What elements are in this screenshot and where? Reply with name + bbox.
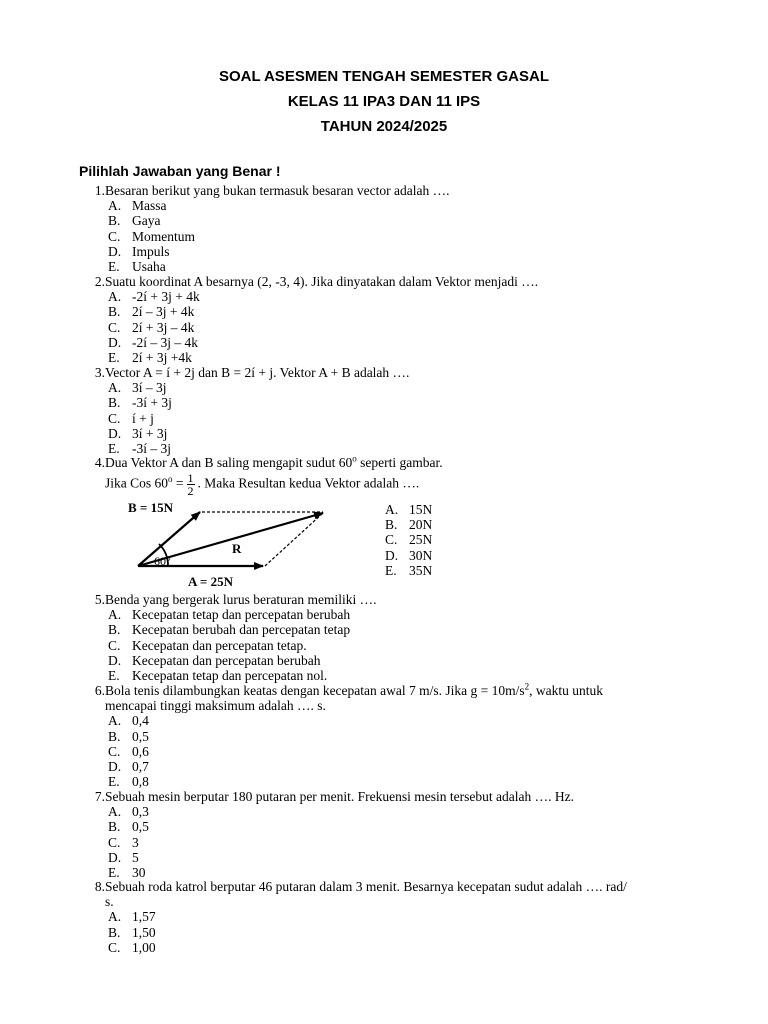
question-text: Dua Vektor A dan B saling mengapit sudut 60$^o$ seperti gambar. xyxy=(105,453,443,470)
option-letter: C. xyxy=(108,228,121,244)
option-letter: E. xyxy=(385,562,397,578)
answer-option xyxy=(108,380,719,395)
year-line: TAHUN 2024/2025 xyxy=(320,118,448,135)
question-4 xyxy=(79,455,719,497)
answer-option xyxy=(108,229,719,244)
option-text: Usaha xyxy=(132,259,166,275)
option-letter: C. xyxy=(108,319,121,335)
answer-option xyxy=(108,774,719,789)
answer-option xyxy=(108,713,719,728)
option-letter: D. xyxy=(108,425,122,441)
option-text: Gaya xyxy=(132,213,161,229)
answer-option xyxy=(108,638,719,653)
option-letter: D. xyxy=(108,243,122,259)
option-letter: D. xyxy=(108,334,122,350)
answer-option xyxy=(108,653,719,668)
answer-option xyxy=(108,320,719,335)
option-text: Impuls xyxy=(132,243,170,259)
question-number: 3. xyxy=(94,365,105,380)
exam-title: SOAL ASESMEN TENGAH SEMESTER GASAL xyxy=(218,68,550,85)
option-letter: A. xyxy=(108,289,122,305)
question-number: 8. xyxy=(94,879,105,894)
option-text: -3í + 3j xyxy=(132,395,172,411)
option-letter: A. xyxy=(385,502,399,517)
question-number: 6. xyxy=(94,683,105,698)
option-letter: C. xyxy=(108,637,121,653)
question-5 xyxy=(79,592,719,683)
option-text: Kecepatan dan percepatan berubah xyxy=(132,652,321,668)
option-letter: B. xyxy=(108,924,121,940)
answer-option xyxy=(108,865,719,880)
answer-option xyxy=(108,804,719,819)
answer-option xyxy=(385,548,432,563)
question-line-2: mencapai tinggi maksimum adalah …. s. xyxy=(105,698,326,714)
question-6 xyxy=(79,683,719,789)
answer-option xyxy=(108,729,719,744)
label-angle: 60° xyxy=(154,554,171,568)
question-4-options xyxy=(385,502,432,578)
option-text: 0,5 xyxy=(132,819,149,835)
answer-option xyxy=(108,622,719,637)
answer-option xyxy=(108,213,719,228)
option-letter: C. xyxy=(108,743,121,759)
option-letter: E. xyxy=(108,350,120,366)
option-letter: C. xyxy=(108,410,121,426)
question-text: Suatu koordinat A besarnya (2, -3, 4). Jika dinyatakan dalam Vektor menjadi …. xyxy=(105,274,539,289)
answer-option xyxy=(108,607,719,622)
answer-option xyxy=(385,502,432,517)
question-3 xyxy=(79,365,719,456)
option-letter: B. xyxy=(108,304,121,320)
answer-option xyxy=(108,395,719,410)
answer-option xyxy=(385,517,432,532)
option-letter: A. xyxy=(108,607,122,623)
option-text: 2í + 3j – 4k xyxy=(132,319,195,335)
answer-option xyxy=(385,563,432,578)
option-letter: A. xyxy=(108,804,122,820)
instruction: Pilihlah Jawaban yang Benar ! xyxy=(79,163,281,179)
option-text: Kecepatan tetap dan percepatan nol. xyxy=(132,668,328,684)
option-text: 35N xyxy=(409,562,433,578)
answer-option xyxy=(108,940,719,955)
option-text: 0,4 xyxy=(132,713,149,729)
option-letter: A. xyxy=(108,380,122,396)
option-text: 2í – 3j + 4k xyxy=(132,304,195,320)
option-text: 15N xyxy=(409,502,433,517)
option-text: -2í + 3j + 4k xyxy=(132,289,200,305)
option-letter: E. xyxy=(108,259,120,275)
label-b: B = 15N xyxy=(128,500,173,515)
option-text: 0,3 xyxy=(132,804,149,820)
question-8 xyxy=(79,879,719,955)
option-letter: B. xyxy=(108,395,121,411)
label-r: R xyxy=(232,541,242,556)
answer-option xyxy=(108,335,719,350)
question-text: Sebuah roda katrol berputar 46 putaran dalam 3 menit. Besarnya kecepatan sudut adalah …. rad/ xyxy=(105,879,627,894)
option-letter: A. xyxy=(108,198,122,214)
question-7 xyxy=(79,789,719,880)
document-header xyxy=(0,64,768,139)
question-line-2: Jika Cos $60^o$ = $\frac{1}{2}$ . Maka Resultan kedua Vektor adalah …. xyxy=(105,471,420,499)
option-letter: D. xyxy=(108,652,122,668)
answer-option xyxy=(108,289,719,304)
option-text: 20N xyxy=(409,517,433,533)
option-text: í + j xyxy=(132,410,154,426)
option-letter: C. xyxy=(108,939,121,955)
answer-option xyxy=(108,441,719,456)
question-number: 2. xyxy=(94,274,105,289)
option-text: 30 xyxy=(132,865,146,881)
option-text: -3í – 3j xyxy=(132,441,171,457)
option-letter: D. xyxy=(385,547,399,563)
option-letter: E. xyxy=(108,865,120,881)
answer-option xyxy=(108,259,719,274)
option-text: 30N xyxy=(409,547,433,563)
option-text: 1,57 xyxy=(132,909,156,925)
fraction-one-half: $\frac{1}{2}$ xyxy=(187,471,194,499)
option-text: -2í – 3j – 4k xyxy=(132,334,198,350)
option-letter: A. xyxy=(108,713,122,729)
option-text: 3í – 3j xyxy=(132,380,167,396)
option-text: 25N xyxy=(409,532,433,548)
option-letter: A. xyxy=(108,909,122,925)
option-text: 1,50 xyxy=(132,924,156,940)
question-number: 1. xyxy=(94,183,105,198)
answer-option xyxy=(108,198,719,213)
option-letter: B. xyxy=(108,622,121,638)
question-text: Benda yang bergerak lurus beraturan memiliki …. xyxy=(105,592,377,607)
option-letter: D. xyxy=(108,849,122,865)
option-text: 0,6 xyxy=(132,743,149,759)
answer-option xyxy=(108,744,719,759)
option-text: Massa xyxy=(132,198,167,214)
answer-option xyxy=(108,835,719,850)
option-text: Kecepatan berubah dan percepatan tetap xyxy=(132,622,351,638)
answer-option xyxy=(108,759,719,774)
answer-option xyxy=(108,426,719,441)
option-text: 0,7 xyxy=(132,759,149,775)
option-letter: D. xyxy=(108,759,122,775)
question-text: Bola tenis dilambungkan keatas dengan kecepatan awal 7 m/s. Jika $g = 10m/s^2$, waktu untuk xyxy=(105,681,604,698)
option-letter: E. xyxy=(108,668,120,684)
question-1 xyxy=(79,183,719,274)
option-text: 2í + 3j +4k xyxy=(132,350,192,366)
question-text: Sebuah mesin berputar 180 putaran per menit. Frekuensi mesin tersebut adalah …. Hz. xyxy=(105,789,574,804)
answer-option xyxy=(108,850,719,865)
option-letter: B. xyxy=(385,517,398,533)
class-line: KELAS 11 IPA3 DAN 11 IPS xyxy=(287,93,481,110)
option-letter: C. xyxy=(108,834,121,850)
answer-option xyxy=(108,819,719,834)
option-letter: E. xyxy=(108,774,120,790)
option-letter: C. xyxy=(385,532,398,548)
option-letter: B. xyxy=(108,819,121,835)
question-2 xyxy=(79,274,719,365)
option-text: Momentum xyxy=(132,228,195,244)
option-letter: E. xyxy=(108,441,120,457)
answer-option xyxy=(108,925,719,940)
answer-option xyxy=(108,304,719,319)
question-text: Vector A = í + 2j dan B = 2í + j. Vektor A + B adalah …. xyxy=(105,365,410,380)
answer-option xyxy=(385,532,432,547)
option-text: 3 xyxy=(132,834,139,850)
option-text: 0,5 xyxy=(132,728,149,744)
option-text: 5 xyxy=(132,849,139,865)
option-letter: B. xyxy=(108,213,121,229)
answer-option xyxy=(108,668,719,683)
question-line-2: s. xyxy=(105,894,114,910)
option-text: 0,8 xyxy=(132,774,149,790)
question-number: 4. xyxy=(94,455,105,470)
question-number: 5. xyxy=(94,592,105,607)
answer-option xyxy=(108,909,719,924)
vector-diagram xyxy=(120,496,350,588)
answer-option xyxy=(108,350,719,365)
option-text: 1,00 xyxy=(132,939,156,955)
option-text: Kecepatan dan percepatan tetap. xyxy=(132,637,307,653)
option-text: Kecepatan tetap dan percepatan berubah xyxy=(132,607,351,623)
question-number: 7. xyxy=(94,789,105,804)
option-letter: B. xyxy=(108,728,121,744)
answer-option xyxy=(108,244,719,259)
question-text: Besaran berikut yang bukan termasuk besaran vector adalah …. xyxy=(105,183,450,198)
option-text: 3í + 3j xyxy=(132,425,168,441)
answer-option xyxy=(108,411,719,426)
label-a: A = 25N xyxy=(188,574,233,588)
